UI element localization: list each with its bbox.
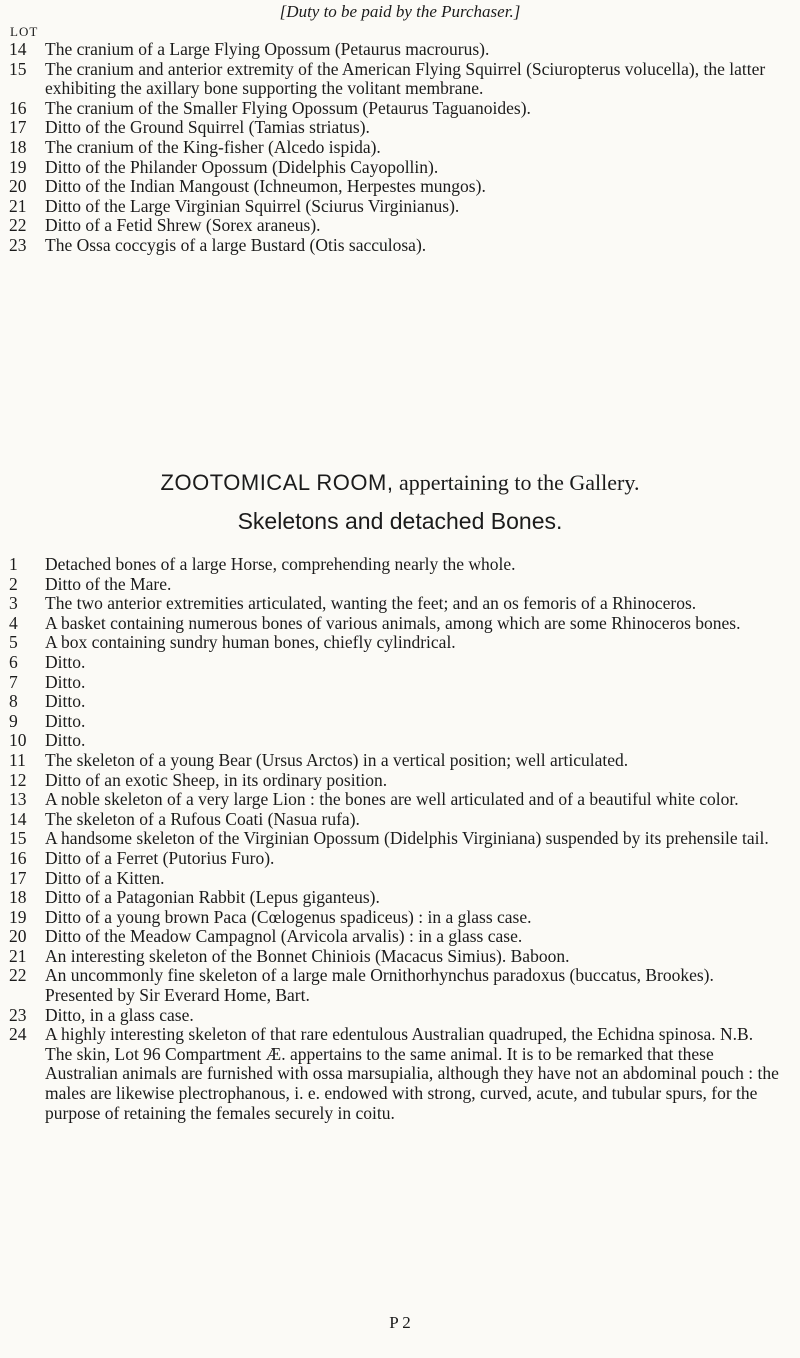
lot-entry <box>0 197 800 217</box>
lot-entry <box>0 966 800 1005</box>
lot-description: Ditto of an exotic Sheep, in its ordinary position. <box>45 769 388 790</box>
lot-number: 4 <box>9 612 18 633</box>
lot-column-label: LOT <box>10 24 39 39</box>
lot-number: 15 <box>9 58 27 79</box>
lot-description: The cranium and anterior extremity of the American Flying Squirrel (Sciuropterus volucella), the latter exhibiting the axillary bone supporting the volitant membrane. <box>45 58 766 99</box>
lot-entry <box>0 888 800 908</box>
lot-description: Ditto of the Meadow Campagnol (Arvicola arvalis) : in a glass case. <box>45 926 523 947</box>
lot-description: Ditto. <box>45 710 86 731</box>
lot-description: An uncommonly fine skeleton of a large male Ornithorhynchus paradoxus (buccatus, Brookes). Presented by Sir Everard Home, Bart. <box>45 965 714 1006</box>
lot-number: 11 <box>9 749 26 770</box>
lot-number: 20 <box>9 176 27 197</box>
lot-entry <box>0 614 800 634</box>
page-header: [Duty to be paid by the Purchaser.] <box>279 2 521 21</box>
lot-number: 1 <box>9 554 18 574</box>
lot-number: 19 <box>9 156 27 177</box>
lot-entry <box>0 751 800 771</box>
lot-description: A box containing sundry human bones, chiefly cylindrical. <box>45 632 456 653</box>
lots-list-skeletons <box>0 555 800 1123</box>
lot-entry <box>0 849 800 869</box>
lot-entry <box>0 216 800 236</box>
lot-entry <box>0 790 800 810</box>
lot-description: A basket containing numerous bones of various animals, among which are some Rhinoceros bones. <box>45 612 741 633</box>
lot-number: 7 <box>9 671 18 692</box>
lot-entry <box>0 60 800 99</box>
lot-description: Ditto. <box>45 691 86 712</box>
lot-description: An interesting skeleton of the Bonnet Chiniois (Macacus Simius). Baboon. <box>45 945 570 966</box>
lot-entry <box>0 40 800 60</box>
lot-description: A highly interesting skeleton of that rare edentulous Australian quadruped, the Echidna spinosa. N.B. The skin, Lot 96 Compartment Æ. appertains to the same animal. It is to be remarked that these Australian animals are furnished with ossa marsupialia, although they have not an abdominal pouch : the males are likewise plectrophanous, i. e. endowed with strong, curved, acute, and tubular spurs, for the purpose of retaining the females securely in coitu. <box>45 1024 779 1123</box>
lot-entry <box>0 869 800 889</box>
lot-description: Ditto. <box>45 651 86 672</box>
lot-description: Detached bones of a large Horse, comprehending nearly the whole. <box>45 554 516 574</box>
lot-entry <box>0 555 800 575</box>
lot-entry <box>0 927 800 947</box>
room-title <box>0 470 800 496</box>
lot-description: The skeleton of a Rufous Coati (Nasua rufa). <box>45 808 360 829</box>
lot-description: Ditto of the Indian Mangoust (Ichneumon, Herpestes mungos). <box>45 176 486 197</box>
lot-number: 6 <box>9 651 18 672</box>
lot-description: Ditto. <box>45 730 86 751</box>
lot-number: 16 <box>9 97 27 118</box>
lot-description: Ditto. <box>45 671 86 692</box>
lot-number: 22 <box>9 215 27 236</box>
lot-entry <box>0 673 800 693</box>
lot-entry <box>0 1025 800 1123</box>
lots-list-crania <box>0 40 800 256</box>
lot-number: 18 <box>9 887 27 908</box>
lot-description: Ditto of a Ferret (Putorius Furo). <box>45 847 275 868</box>
lot-entry <box>0 731 800 751</box>
lot-number: 15 <box>9 828 27 849</box>
lot-number: 13 <box>9 789 27 810</box>
lot-description: Ditto of the Large Virginian Squirrel (Sciurus Virginianus). <box>45 195 460 216</box>
lot-entry <box>0 138 800 158</box>
lot-description: Ditto of the Ground Squirrel (Tamias striatus). <box>45 117 370 138</box>
lot-entry <box>0 908 800 928</box>
page-signature: P 2 <box>389 1313 411 1332</box>
lot-number: 17 <box>9 117 27 138</box>
lot-entry <box>0 118 800 138</box>
lot-number: 9 <box>9 710 18 731</box>
lot-number: 12 <box>9 769 27 790</box>
lot-description: The cranium of the Smaller Flying Opossum (Petaurus Taguanoides). <box>45 97 531 118</box>
lot-description: Ditto of a young brown Paca (Cœlogenus spadiceus) : in a glass case. <box>45 906 532 927</box>
lot-entry <box>0 653 800 673</box>
lot-entry <box>0 236 800 256</box>
lot-number: 20 <box>9 926 27 947</box>
room-title-rest: appertaining to the Gallery. <box>393 470 640 495</box>
lot-number: 8 <box>9 691 18 712</box>
lot-number: 21 <box>9 945 27 966</box>
lot-description: The Ossa coccygis of a large Bustard (Otis sacculosa). <box>45 234 427 255</box>
lot-number: 17 <box>9 867 27 888</box>
lot-number: 22 <box>9 965 27 986</box>
lot-description: Ditto of the Mare. <box>45 573 172 594</box>
lot-number: 16 <box>9 847 27 868</box>
lot-description: Ditto of the Philander Opossum (Didelphis Cayopollin). <box>45 156 439 177</box>
lot-entry <box>0 810 800 830</box>
lot-entry <box>0 692 800 712</box>
lot-description: The cranium of the King-fisher (Alcedo ispida). <box>45 136 381 157</box>
lot-entry <box>0 575 800 595</box>
lot-description: The cranium of a Large Flying Opossum (Petaurus macrourus). <box>45 39 490 59</box>
lot-description: A noble skeleton of a very large Lion : the bones are well articulated and of a beautiful white color. <box>45 789 739 810</box>
lot-number: 14 <box>9 39 27 59</box>
section-title: Skeletons and detached Bones. <box>237 508 563 534</box>
lot-number: 18 <box>9 136 27 157</box>
lot-number: 21 <box>9 195 27 216</box>
lot-entry <box>0 947 800 967</box>
lot-number: 23 <box>9 234 27 255</box>
room-title-caps: ZOOTOMICAL ROOM, <box>160 470 394 495</box>
lot-number: 2 <box>9 573 18 594</box>
lot-number: 14 <box>9 808 27 829</box>
lot-entry <box>0 158 800 178</box>
lot-description: Ditto, in a glass case. <box>45 1004 194 1025</box>
lot-entry <box>0 829 800 849</box>
lot-entry <box>0 712 800 732</box>
lot-description: Ditto of a Kitten. <box>45 867 165 888</box>
lot-description: The skeleton of a young Bear (Ursus Arctos) in a vertical position; well articulated. <box>45 749 629 770</box>
lot-description: The two anterior extremities articulated, wanting the feet; and an os femoris of a Rhinoceros. <box>45 593 697 614</box>
lot-entry <box>0 99 800 119</box>
lot-entry <box>0 771 800 791</box>
lot-number: 19 <box>9 906 27 927</box>
lot-entry <box>0 594 800 614</box>
lot-number: 23 <box>9 1004 27 1025</box>
lot-description: A handsome skeleton of the Virginian Opossum (Didelphis Virginiana) suspended by its prehensile tail. <box>45 828 769 849</box>
lot-entry <box>0 633 800 653</box>
lot-entry <box>0 1006 800 1026</box>
lot-number: 3 <box>9 593 18 614</box>
lot-description: Ditto of a Patagonian Rabbit (Lepus giganteus). <box>45 887 380 908</box>
lot-number: 5 <box>9 632 18 653</box>
lot-description: Ditto of a Fetid Shrew (Sorex araneus). <box>45 215 321 236</box>
lot-number: 24 <box>9 1024 27 1045</box>
lot-number: 10 <box>9 730 27 751</box>
lot-entry <box>0 177 800 197</box>
